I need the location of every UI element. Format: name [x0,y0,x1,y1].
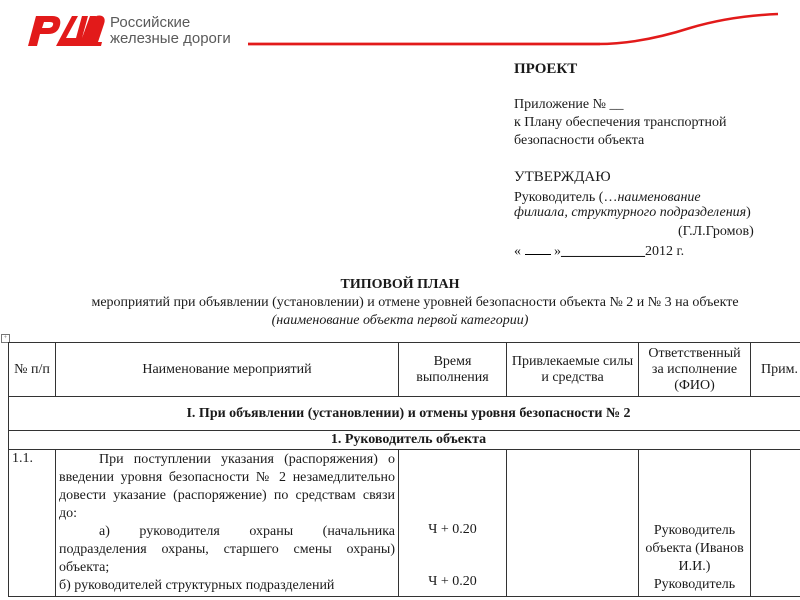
row-num: 1.1. [9,450,56,597]
row-time-1: Ч + 0.20 [428,522,477,537]
row-text [56,450,399,597]
row-time-2: Ч + 0.20 [428,574,477,589]
header-name: Наименование мероприятий [56,343,399,397]
table-row [9,450,800,597]
plan-subtitle: мероприятий при объявлении (установлении) и отмене уровней безопасности объекта № 2 и № 3 на объекте [91,295,739,310]
head-close: ) [746,205,751,220]
section-title: I. При объявлении (установлении) и отмены уровня безопасности № 2 [9,397,800,431]
subsection-row [9,431,800,450]
row-text-3: б) руководителей структурных подразделений [59,578,335,593]
plan-line1: к Плану обеспечения транспортной [514,115,727,130]
plan-title: ТИПОВОЙ ПЛАН [340,277,460,292]
table-header-row [9,343,800,397]
appendix-label: Приложение № __ [514,97,624,112]
row-forces [507,450,639,597]
date-year: 2012 г. [645,244,685,259]
row-resp-2: Руководитель [653,577,736,592]
row-note [751,450,800,597]
header-time: Время выполнения [399,343,507,397]
row-text-2: а) руководителя охраны (начальника подразделения охраны, старшего смены охраны) объекта; [59,524,395,575]
row-resp-1: Руководитель объекта (Иванов И.И.) [645,523,744,574]
date-line: ____________ [561,244,645,259]
approver-name: (Г.Л.Громов) [678,224,754,239]
plan-line2: безопасности объекта [514,133,645,148]
head-prefix: Руководитель (… [514,190,618,205]
head-line1 [514,190,701,206]
header-forces: Привлекаемые силы и средства [507,343,639,397]
section-row [9,397,800,431]
head-italic1: наименование [617,190,701,205]
brand-line2: железные дороги [110,30,231,47]
date-open: « [514,244,521,259]
date-close: » [554,244,561,259]
project-label: ПРОЕКТ [514,61,578,77]
head-line2 [514,205,751,221]
row-time [399,450,507,597]
brand-line1: Российские [110,14,191,31]
table-anchor-icon: + [1,334,10,343]
header-responsible: Ответственный за исполнение (ФИО) [639,343,751,397]
header-swoosh [0,0,800,60]
object-name: (наименование объекта первой категории) [271,313,529,328]
subsection-title: 1. Руководитель объекта [9,431,800,450]
approval-date [514,244,684,260]
header-num: № п/п [9,343,56,397]
head-italic2: филиала, структурного подразделения [514,205,747,220]
row-responsible [639,450,751,597]
approve-label: УТВЕРЖДАЮ [514,169,611,185]
row-text-1: При поступлении указания (распоряжения) о введении уровня безопасности № 2 незамедлительно довести указание (распоряжение) по средствам связи до: [59,452,395,521]
measures-table [8,342,800,597]
header-note: Прим. [751,343,800,397]
